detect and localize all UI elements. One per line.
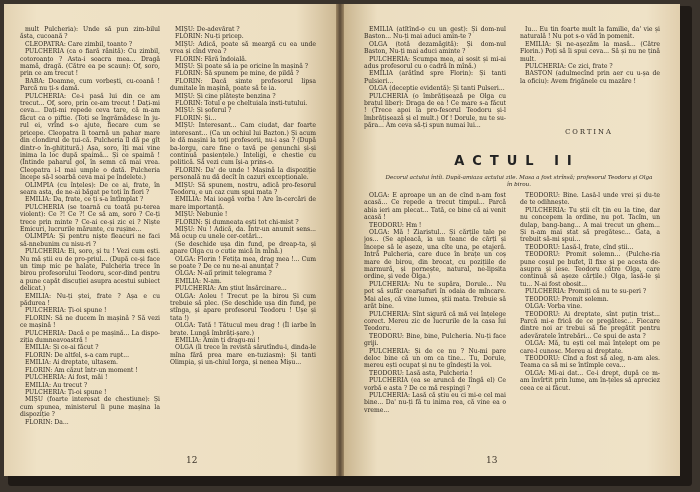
dialogue-line: EMILIA: Ai dreptate, ultasem.	[25, 359, 118, 367]
dialogue-line: FLORIN: De altfel, s-a cam rupt...	[25, 351, 130, 359]
dialogue-line: Iu... Eu tin foarte mult la familie, da' vie și naturală ! Nu pot s-o văd în pomenit.	[520, 26, 660, 41]
left-page-column-1	[20, 26, 160, 426]
dialogue-line: OLGA: Florin ! Fetița mea, drag mea !... Cum se poate ? De ce nu ne-ai anunțat ?	[170, 255, 316, 270]
dialogue-line: EMILIA: Mai ioagă vorba ! Are în-cercări de mare importanță.	[170, 196, 316, 211]
dialogue-line: EMILIA: Au trecut ?	[25, 381, 88, 389]
dialogue-line: FLORIN: Nu-ți pricep.	[175, 33, 244, 41]
act-title: ACTUL II	[454, 154, 580, 169]
right-page-act-column-1	[364, 192, 506, 414]
dialogue-line: MIȘU: Adică, poate să meargă cu ea unde vrea și cînd vrea ?	[170, 40, 316, 56]
dialogue-line: (Se deschide ușa din fund, pe dreap-ta, și apare Olga cu o cutie mică în mînă.)	[170, 240, 316, 256]
dialogue-line: PULCHERIA: Ți-oi spune !	[25, 307, 107, 315]
dialogue-line: TEODORU: Bine. Lasă-l unde vrei și du-te de te odihnește.	[520, 192, 660, 207]
dialogue-line: PULCHERIA (ea se aruncă de lîngă el) Ce vorbă e asta ? De ce mă respingi ?	[364, 377, 506, 392]
dialogue-line: MIȘU: Interesant... Cam ciudat, dar foarte interesant... (Ca un ochiul lui Bazton.) Și acum le dă mașini la toți profesorii, nu-i așa ? (După ba-lorgu, care fine o tavă pe genunchi și-și continuă pasiențele.) Inteligi, e chestie cu politică. Să vezi cum își-a prins-o.	[170, 122, 316, 167]
dialogue-line: MIȘU: Să spunem, nostru, adică pro-fesorul Teodoru, e un caz cum spui mata ?	[170, 181, 316, 196]
dialogue-line: EMILIA: Și ce-ai făcut ?	[25, 344, 99, 352]
act-stage-direction: Decorul actului întîi. După-amiaza actului zile. Masa a fost strînsă; profesorul Teodoru și Olga în birou.	[385, 175, 653, 188]
dialogue-line: PULCHERIA: Ei, soro, și tu ! Vezi cum ești. Nu mă știi eu de pro-priul... (După ce-și face un timp mic pe halate, Pulcheria trece în birou profesorului Teodoru, scor-dind pentru a pune capăt discuției asupra acestui subiect delicat.)	[20, 248, 160, 293]
dialogue-line: PULCHERIA: Ce-i pasă lui din ce am trecut... Of, soro, prin ce-am trecut ! Dați-mi ceva... Dați-mi repede ceva tare, că m-am făcut ca o piftie. (Toți se îngrămădesc în ju-rul ei, vrînd s-o ajute, fiecare cum se pricepe. Cleopatra îi toarnă un pahar mare din clondirul de țui-că. Pulcheria îl dă pe gît dintr-o în-ghițitură.) Așa, soro, îți mai vine inima la loc după spaimă... Și ce spaimă ! (Întinde paharul gol, în semn că mai vrea. Cleopatra i-l mai umple o dată. Pulcheria începe să-l soarbă ceva mai pe îndelete.)	[20, 92, 160, 182]
dialogue-line: OLGA: E aproape un an de cînd n-am fost acasă... Ce repede a trecut timpul... Parcă abia ieri am plecat... Tată, ce bine că ai venit acasă !	[364, 192, 506, 222]
dialogue-line: OLIMPIA: Și pentru niște fleacuri ne faci să-nnebunim cu nisu-ri ?	[20, 233, 160, 248]
dialogue-line: FLORIN: Dacă simte profesorul lipsa dumitale în mașină, poate să te ia.	[170, 77, 316, 93]
dialogue-line: TEODORU: Cînd a fost să aleg, n-am ales. Teama ca să mi se întîmple ceva...	[520, 354, 660, 370]
dialogue-line: PULCHERIA: Ce zici, frate ?	[525, 63, 613, 71]
dialogue-line: PULCHERIA: Nu te supăra, Dorule... Nu pot să sufăr cearșafuri în odaia de mîncare. Mai ales, că vine lumea, știi mata. Trebuie să arăt bine.	[364, 280, 506, 311]
dialogue-line: OLGA: Mă ! Ziaristul... Și cărțile tale pe jos... (Se apleacă, ia un teanc de cărți și începe să le așeze, una cîte una, pe etajeră. Intră Pulcheria, care duce în brațe un coș mare de birou, din brocat, cu pozițiile de marmură, și pornește, natural, ne-lipsita ordine, și vede Olga.)	[364, 229, 506, 281]
dialogue-line: OLGA: Tată ! Tătucul meu drag ! (Îl iarbe în brate. Lungă îmbrăți-șare.)	[170, 322, 316, 337]
dialogue-line: OLIMPIA (cu înțeles): De ce ai, frate, în seara asta, de ne-ai băgat pe toți în fiori ?	[20, 181, 160, 196]
left-page-number: 12	[186, 456, 198, 466]
dialogue-line: TEODORU: Promit solemn.	[525, 295, 609, 303]
dialogue-line: TEODORU: Lasă-l, frate, cînd știi...	[525, 243, 634, 251]
dialogue-line: FLORIN: Totul e pe cheltuiala insti-tutului.	[175, 100, 308, 108]
dialogue-line: PULCHERIA: Lasă că știu eu ci mi-e cel mai bine... Da' nu-ți fă tu inima rea, că vine ea o vreme...	[364, 391, 506, 414]
dialogue-line: PULCHERIA (o îmbrățișează pe Olga cu brațul liber): Draga de ea ! Ce mare s-a făcut ! (Trece apoi la pro-fesorul Teodoru și-l îmbrățișează și el mult.) Of ! Dorule, nu te su-păra... Am ceva să-ți spun numai lui...	[364, 92, 506, 130]
dialogue-line: PULCHERIA: Și de ce nu ? Nu-mi pare deloc bine că un om ca tine... Tu, Dorule, mereu ești ocupat și nu te gîndești la voi.	[364, 347, 506, 370]
dialogue-line: MIȘU: Și șoferul ?	[175, 107, 232, 115]
dialogue-line: PULCHERIA: Tu știi cît țin eu la tine, dar nu concepem la ordine, nu pot. Tacîm, un dulap, bang-bang... A mai trecut un ghem... Și n-am mai stat să pregătesc... Gata, a trebuit să-mi spui...	[520, 206, 660, 244]
dialogue-line: MIȘU: Și cine plătește benzina ?	[175, 92, 276, 100]
dialogue-line: OLGA: Mă, tu ești cel mai înțelept om pe care-l cunosc. Mereu ai dreptate.	[520, 340, 660, 355]
left-page-column-2	[170, 26, 316, 367]
dialogue-line: FLORIN: Fără îndoială.	[175, 55, 247, 63]
dialogue-line: FLORIN: Să ne ducem în mașină ? Să vezi ce mașină !	[20, 314, 160, 330]
dialogue-line: MIȘU: Și poate să ia pe oricine în mașină ?	[175, 63, 309, 71]
dialogue-line: FLORIN: Am căzut într-un moment !	[25, 366, 138, 374]
dialogue-line: FLORIN: Și...	[175, 114, 217, 122]
left-page	[4, 4, 336, 476]
dialogue-line: PULCHERIA: Am știut însărcinare...	[175, 285, 287, 293]
dialogue-line: TEODORU: Hm !	[369, 221, 422, 229]
dialogue-line: TEODORU: Bine, bine, Pulcheria. Nu-ți face griji.	[364, 332, 506, 348]
right-page	[344, 4, 680, 476]
dialogue-line: EMILIA: Da, frate, ce ți s-a întîmplat ?	[25, 196, 144, 204]
dialogue-line: OLGA (deceptie evidentă): Și tanti Pulseri...	[369, 85, 505, 93]
dialogue-line: PULCHERIA: Promiți că nu te su-peri ?	[525, 288, 647, 296]
dialogue-line: BABA: Doamne, cum vorbești, cu-coană ! Parcă nu ți-s damă.	[20, 77, 160, 93]
dialogue-line: OLGA (totă dezamăgită): Și dom-nul Baston, Nu-ți mai aduci aminte ?	[364, 40, 506, 56]
dialogue-line: TEODORU: Lasă asta, Pulcheria !	[369, 369, 473, 377]
dialogue-line: FLORIN: Și dumneata ești tot chi-mist ?	[175, 218, 299, 226]
dialogue-line: OLGA: N-aiî primit telegrama ?	[175, 270, 272, 278]
dialogue-line: OLGA (îi trece în revistă sărutîndu-i, dinda-le mîna fără prea mare en-tuziasm): Și tanti Olimpia, și un-chiul Iorga, și nenea Mișu...	[170, 344, 316, 367]
dialogue-line: EMILIA: N-am.	[175, 277, 222, 285]
dialogue-line: PULCHERIA: Ți-oi spune !	[25, 388, 107, 396]
dialogue-line: BASTON (adulmecînd prin aer cu u-șa de la oficiu): Avem frigănele cu mazăre !	[520, 70, 660, 85]
dialogue-line: EMILIA: Amin ți dragu-mi !	[175, 337, 260, 345]
dialogue-line: MIȘU: Nebunie !	[175, 211, 228, 219]
dialogue-line: EMILIA (atîtînd-o cu un gest): Și dom-nul Baston... Nu-ți mai aduci amin-te ?	[364, 26, 506, 41]
cortina-label: CORTINA	[565, 128, 613, 136]
dialogue-line: PULCHERIA (ca o fiară rănită): Cu zimbil, cotoroanțo ? Asta-i soacra mea... Dragă mamă, dragă. (Către ea pe scaun): Of, soro, prin ce am trecut !	[20, 48, 160, 78]
dialogue-line: PULCHERIA: Sînt sigură că mă vei înțelege corect. Mereu zic de lucrurile de la casa lui Teodoru.	[364, 310, 506, 333]
dialogue-line: EMILIA (arătînd spre Florin): Și tanti Pulsieri...	[364, 70, 506, 85]
dialogue-line: EMILIA: Nu-ți ștei, frate ? Așa e cu pădurea !	[20, 292, 160, 308]
dialogue-line: CLEOPATRA: Care zimbil, toanto ?	[25, 40, 133, 48]
dialogue-line: MIȘU (foarte interesat de chestiune): Și cum spunea, ministerul îi pune mașina la dispoziție ?	[20, 396, 160, 419]
dialogue-line: FLORIN: Da...	[25, 418, 69, 426]
right-page-act-column-2	[520, 192, 660, 392]
dialogue-line: FLORIN: Da' de unde ! Mașină la dispoziție personală nu dă decît în cazuri excepționale.	[170, 166, 316, 182]
dialogue-line: MIȘU: Nu ! Adică, da. Într-un anumit sens... Mă ocup cu unele cer-cetări...	[170, 225, 316, 241]
dialogue-line: PULCHERIA: Dacă e pe mașină... La dispo-ziția dumneavoastră !	[20, 329, 160, 345]
dialogue-line: PULCHERIA: Scumpa mea, ai sosit și mi-ai adus profesorul cu o cadră în mînă.)	[364, 55, 506, 71]
dialogue-line: OLGA: Mi-ai dat... Ce-i drept, după ce m-am învîrtit prin lume, am în-țeles să apreciez ceea ce ai făcut.	[520, 369, 660, 392]
dialogue-line: OLGA: Vorba vine.	[525, 303, 583, 311]
right-page-column-2	[520, 26, 660, 85]
dialogue-line: mult Pulcheria): Unde să pun zim-bilul ăsta, cucoană ?	[20, 26, 160, 41]
dialogue-line: MIȘU: De-adevărat ?	[175, 26, 240, 33]
dialogue-line: OLGA: Aoleu ! Trecut pe la birou Și cum trebuie să plec. (Se deschide ușa din fund, pe stînga, și apare profesorul Teodoru ! Ușe și tata !)	[170, 292, 316, 322]
dialogue-line: PULCHERIA (se toarnă cu toată pu-terea violent): Ce ?! Ce ?! Ce să am, soro ? Ce-ți trece prin minte ? Ce-ai ce-și zic ei ? Niște Emicuri, lucrurile mărunte, cu rușine...	[20, 203, 160, 233]
right-page-number: 13	[486, 456, 498, 466]
dialogue-line: EMILIA: Și ne-așezăm la masă... (Către Florin.) Poți să îi spui ceva... Să și nu ne țină mult.	[520, 40, 660, 63]
dialogue-line: TEODORU: Promit solemn... (Pulche-ria pune coșul pe bufet, îl fixe și pe acesta de-asupra și iese. Teodoru către Olga, care continuă să așeze cărțile.) Olga, lasă-le și tu... N-ai fost obosit...	[520, 251, 660, 288]
dialogue-line: PULCHERIA: Ai fost, măi !	[25, 374, 108, 382]
right-page-column-1	[364, 26, 506, 130]
dialogue-line: FLORIN: Să spunem pe mine, de pildă ?	[175, 70, 299, 78]
dialogue-line: TEODORU: Ai dreptate, sînt puțin trist... Parcă mi-e frică de ce pregătesc... Fiecare dintre noi ar trebui să fie pregătit pentru adevăratele întrebări... Ce spui de asta ?	[520, 310, 660, 340]
book-spine	[336, 4, 344, 476]
